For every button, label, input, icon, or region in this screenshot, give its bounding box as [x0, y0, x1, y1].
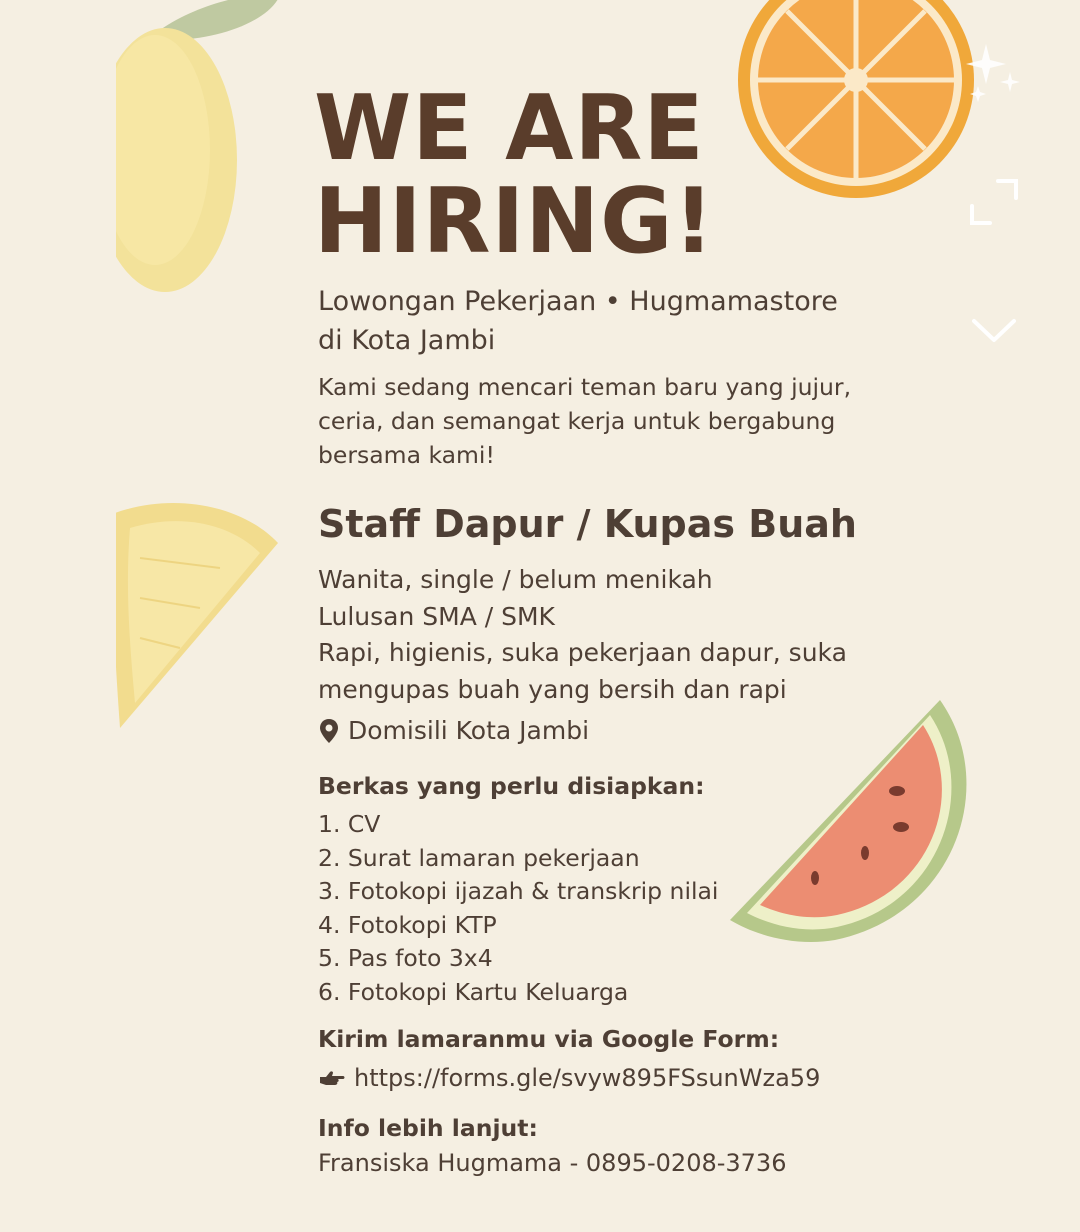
intro-line-1: Kami sedang mencari teman baru yang jujur,	[318, 373, 852, 401]
viewer-left-edge	[0, 0, 116, 1232]
fullscreen-icon[interactable]	[968, 178, 1020, 226]
document-item: 1. CV	[318, 810, 381, 838]
subtitle-line-2: di Kota Jambi	[318, 325, 496, 356]
watermelon-slice-illustration	[725, 695, 985, 955]
documents-title: Berkas yang perlu disiapkan:	[318, 772, 705, 800]
pointing-hand-icon	[318, 1068, 346, 1088]
document-item: 6. Fotokopi Kartu Keluarga	[318, 977, 629, 1006]
requirement-item: Wanita, single / belum menikah	[318, 565, 713, 594]
subtitle	[318, 282, 898, 360]
sparkle-icon[interactable]	[962, 42, 1028, 108]
requirement-item: Lulusan SMA / SMK	[318, 601, 555, 631]
apply-title: Kirim lamaranmu via Google Form:	[318, 1025, 780, 1053]
pineapple-slice-illustration	[110, 498, 285, 733]
headline-line-1: WE ARE	[314, 76, 705, 181]
headline-line-2: HIRING!	[314, 169, 715, 274]
chevron-down-icon[interactable]	[970, 316, 1018, 346]
apply-link-url[interactable]: https://forms.gle/svyw895FSsunWza59	[354, 1064, 821, 1092]
location	[318, 716, 589, 745]
orange-slice-illustration	[736, 0, 976, 200]
intro-line-3: bersama kami!	[318, 441, 495, 469]
requirements-list	[318, 562, 898, 708]
map-pin-icon	[318, 718, 340, 744]
intro-line-2: ceria, dan semangat kerja untuk bergabung	[318, 407, 836, 435]
intro-text	[318, 370, 878, 472]
apply-link[interactable]	[318, 1064, 820, 1092]
location-text: Domisili Kota Jambi	[348, 716, 590, 745]
headline	[314, 76, 726, 274]
document-item: 2. Surat lamaran pekerjaan	[318, 843, 640, 872]
lemon-illustration	[100, 0, 300, 300]
document-item: 3. Fotokopi ijazah & transkrip nilai	[318, 877, 719, 905]
info-title: Info lebih lanjut:	[318, 1114, 538, 1142]
requirement-item: Rapi, higienis, suka pekerjaan dapur, suka	[318, 638, 847, 667]
subtitle-line-1: Lowongan Pekerjaan • Hugmamastore	[318, 286, 838, 317]
contact-info: Fransiska Hugmama - 0895-0208-3736	[318, 1149, 787, 1177]
document-item: 5. Pas foto 3x4	[318, 944, 493, 972]
job-title: Staff Dapur / Kupas Buah	[318, 502, 857, 546]
document-item: 4. Fotokopi KTP	[318, 910, 497, 939]
documents-list	[318, 808, 718, 1009]
requirement-item: mengupas buah yang bersih dan rapi	[318, 674, 787, 704]
